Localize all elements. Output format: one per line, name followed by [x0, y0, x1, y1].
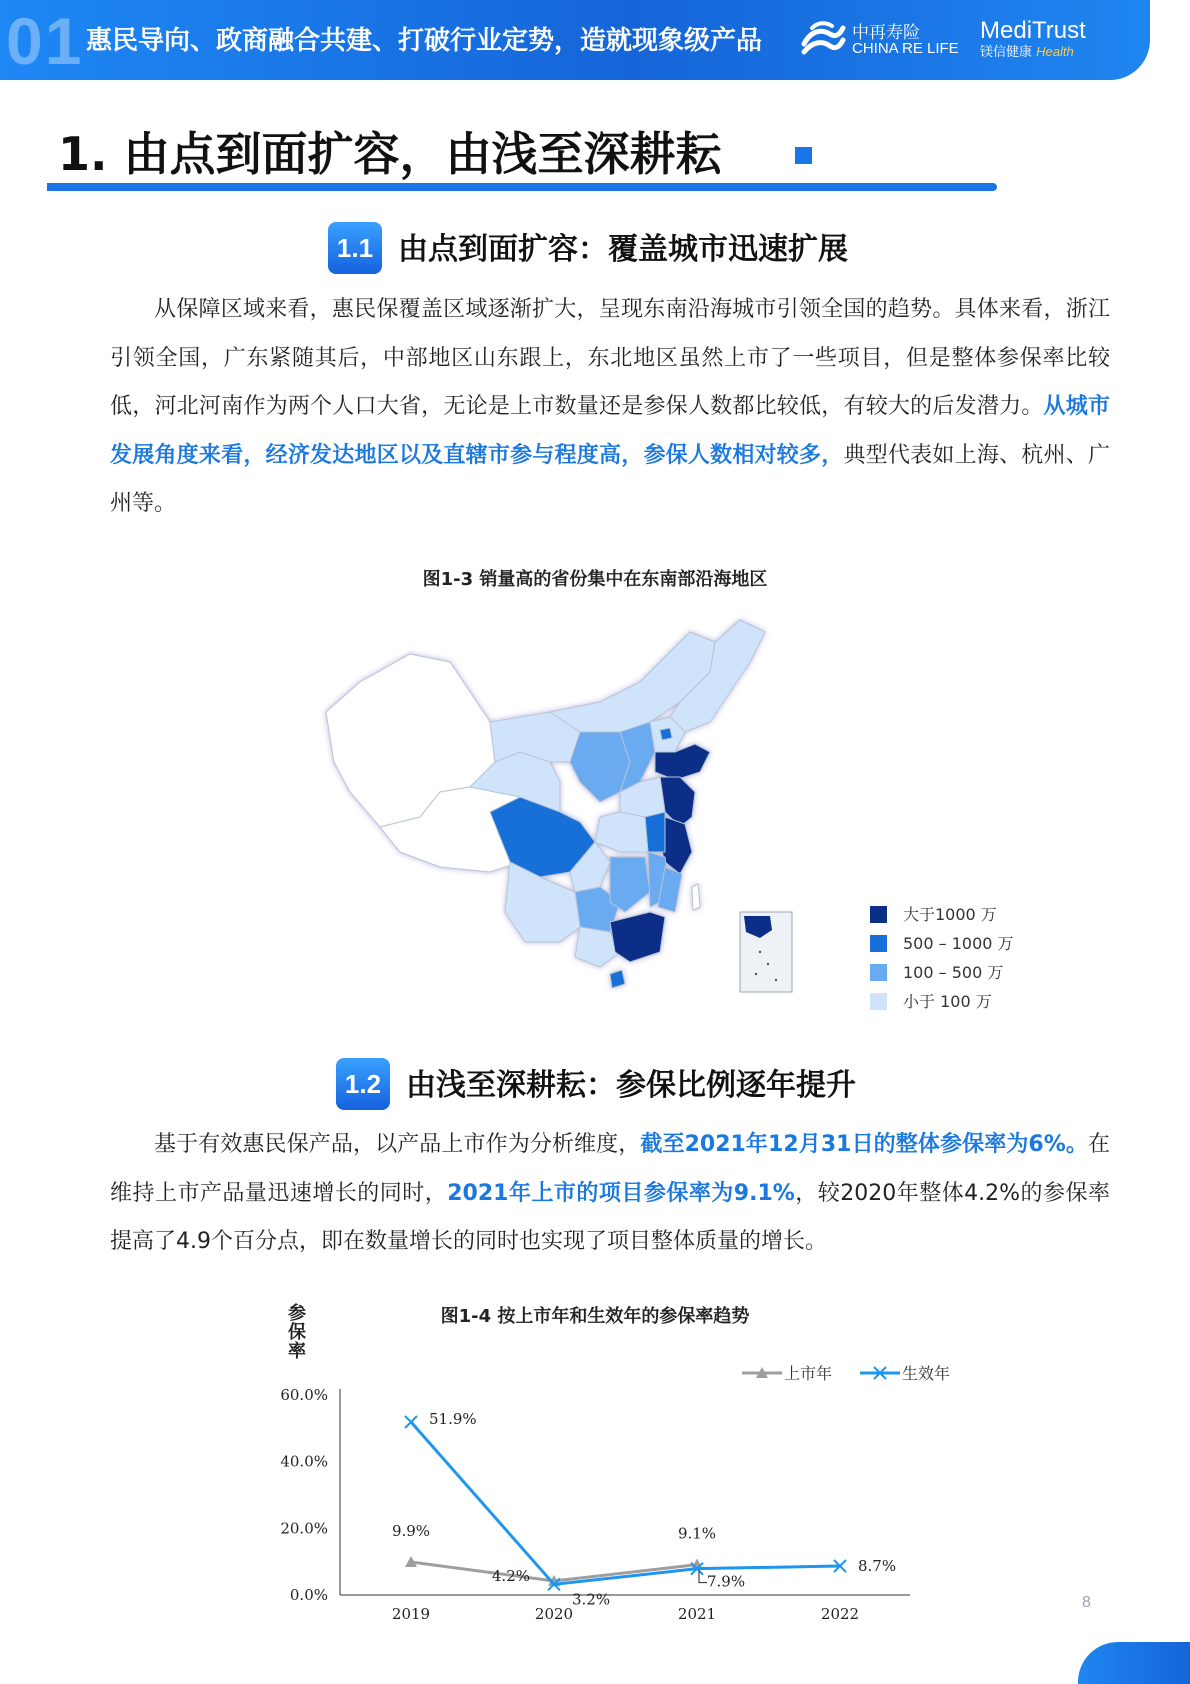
meditrust-health: Health: [1036, 44, 1074, 59]
series-line-生效年: [411, 1422, 840, 1584]
paragraph-coverage: [110, 286, 1110, 529]
chapter-title: 惠民导向、政商融合共建、打破行业定势，造就现象级产品: [86, 26, 763, 56]
meditrust-cn: 镁信健康: [980, 45, 1033, 60]
x-tick-label: 2020: [534, 1605, 574, 1623]
chapter-number: 01: [6, 4, 84, 78]
section-underline: [47, 183, 997, 191]
corner-accent-decoration: [1078, 1642, 1190, 1684]
data-label: 7.9%: [707, 1572, 746, 1591]
region-hubei: [595, 812, 648, 852]
legend-swatch-mid: [870, 964, 887, 981]
meditrust-sub: [980, 44, 1110, 61]
region-guangdong: [610, 912, 665, 962]
legend-label: 大于1000 万: [903, 905, 997, 924]
subheading-title: 由点到面扩容：覆盖城市迅速扩展: [398, 232, 848, 267]
page-number: 8: [1082, 1594, 1091, 1611]
region-anhui: [645, 812, 665, 852]
meditrust-en: MediTrust: [980, 17, 1086, 44]
inset-island: [767, 963, 769, 965]
subheading-1-2: [336, 1058, 936, 1114]
inset-island: [775, 979, 777, 981]
data-label: 51.9%: [429, 1410, 477, 1428]
legend-swatch-light: [870, 993, 887, 1010]
china-re-en: CHINA RE LIFE: [852, 40, 959, 57]
legend-swatch-mid-dark: [870, 935, 887, 952]
paragraph-participation: [110, 1121, 1110, 1267]
chart-svg: [270, 1290, 970, 1630]
china-re-wave-icon: [800, 18, 846, 60]
legend-label: 100 – 500 万: [903, 963, 1004, 982]
china-map: [320, 612, 810, 1032]
data-label: 8.7%: [858, 1557, 897, 1575]
region-hainan: [610, 970, 625, 988]
inset-island: [755, 973, 757, 975]
data-label: 4.2%: [491, 1567, 530, 1585]
para-highlight: 截至2021年12月31日的整体参保率为6%。: [640, 1132, 1088, 1157]
legend-label: 上市年: [784, 1364, 833, 1383]
figure-1-4-title: 图1-4 按上市年和生效年的参保率趋势: [440, 1306, 750, 1327]
x-tick-label: 2022: [820, 1605, 860, 1623]
legend-item: [870, 900, 1030, 929]
y-tick-label: 20.0%: [280, 1519, 328, 1538]
legend-label: 生效年: [902, 1364, 951, 1383]
legend-label: 500 – 1000 万: [903, 934, 1014, 953]
region-hunan: [610, 857, 650, 912]
para-highlight: 2021年上市的项目参保率为9.1%: [447, 1180, 795, 1206]
china-map-graphic: [320, 612, 810, 1032]
legend-swatch-dark: [870, 906, 887, 923]
x-tick-label: 2019: [391, 1605, 431, 1623]
legend-label: 小于 100 万: [903, 992, 992, 1011]
para-highlight: 从城市发展角度来看，经济发达地区以及直辖市参与程度高，参保人数相对较多，: [110, 394, 1110, 468]
subheading-title: 由浅至深耕耘：参保比例逐年提升: [406, 1068, 856, 1103]
para-text: 从保障区域来看，惠民保覆盖区域逐渐扩大，呈现东南沿海城市引领全国的趋势。具体来看，浙江引领全国，广东紧随其后，中部地区山东跟上，东北地区虽然上市了一些项目，但是整体参保率比较低，河北河南作为两个人口大省，无论是上市数量还是参保人数都比较低，有较大的后发潜力。: [110, 297, 1110, 419]
region-beijing: [660, 728, 672, 740]
para-text: 基于有效惠民保产品，以产品上市作为分析维度，: [154, 1132, 641, 1157]
para-text: 典型代表如上海、杭州、广州等。: [110, 442, 1110, 516]
subheading-1-1: [328, 222, 928, 278]
meditrust-logo: [980, 18, 1110, 62]
figure-1-3-title: 图1-3 销量高的省份集中在东南部沿海地区: [422, 569, 768, 590]
section-title: 1. 由点到面扩容，由浅至深耕耘: [58, 127, 722, 181]
header-banner: [0, 0, 1150, 80]
data-label: 9.9%: [391, 1522, 431, 1540]
subheading-badge: 1.1: [328, 222, 382, 274]
china-re-cn: 中再寿险: [852, 23, 920, 43]
legend-item: [870, 987, 1030, 1016]
y-tick-label: 40.0%: [280, 1452, 328, 1471]
y-tick-label: 0.0%: [289, 1586, 328, 1604]
region-taiwan: [692, 884, 700, 910]
legend-item: [870, 929, 1030, 958]
data-point-生效年: [405, 1416, 417, 1428]
legend-item: [870, 958, 1030, 987]
inset-island: [759, 951, 761, 953]
data-label: 3.2%: [572, 1590, 611, 1609]
x-tick-label: 2021: [677, 1605, 717, 1623]
map-legend: [870, 900, 1030, 1016]
para-text: 在维持上市产品量迅速增长的同时，: [110, 1132, 1110, 1206]
participation-rate-chart: [270, 1290, 970, 1630]
section-square-decoration: [795, 147, 812, 164]
chart-y-axis-label: 参保率: [288, 1303, 306, 1362]
china-re-life-logo: [800, 16, 970, 64]
subheading-badge: 1.2: [336, 1058, 390, 1110]
para-text: ，较2020年整体4.2%的参保率提高了4.9个百分点，即在数量增长的同时也实现了项目整体质量的增长。: [110, 1180, 1110, 1254]
y-tick-label: 60.0%: [280, 1386, 328, 1404]
data-label: 9.1%: [677, 1524, 717, 1543]
